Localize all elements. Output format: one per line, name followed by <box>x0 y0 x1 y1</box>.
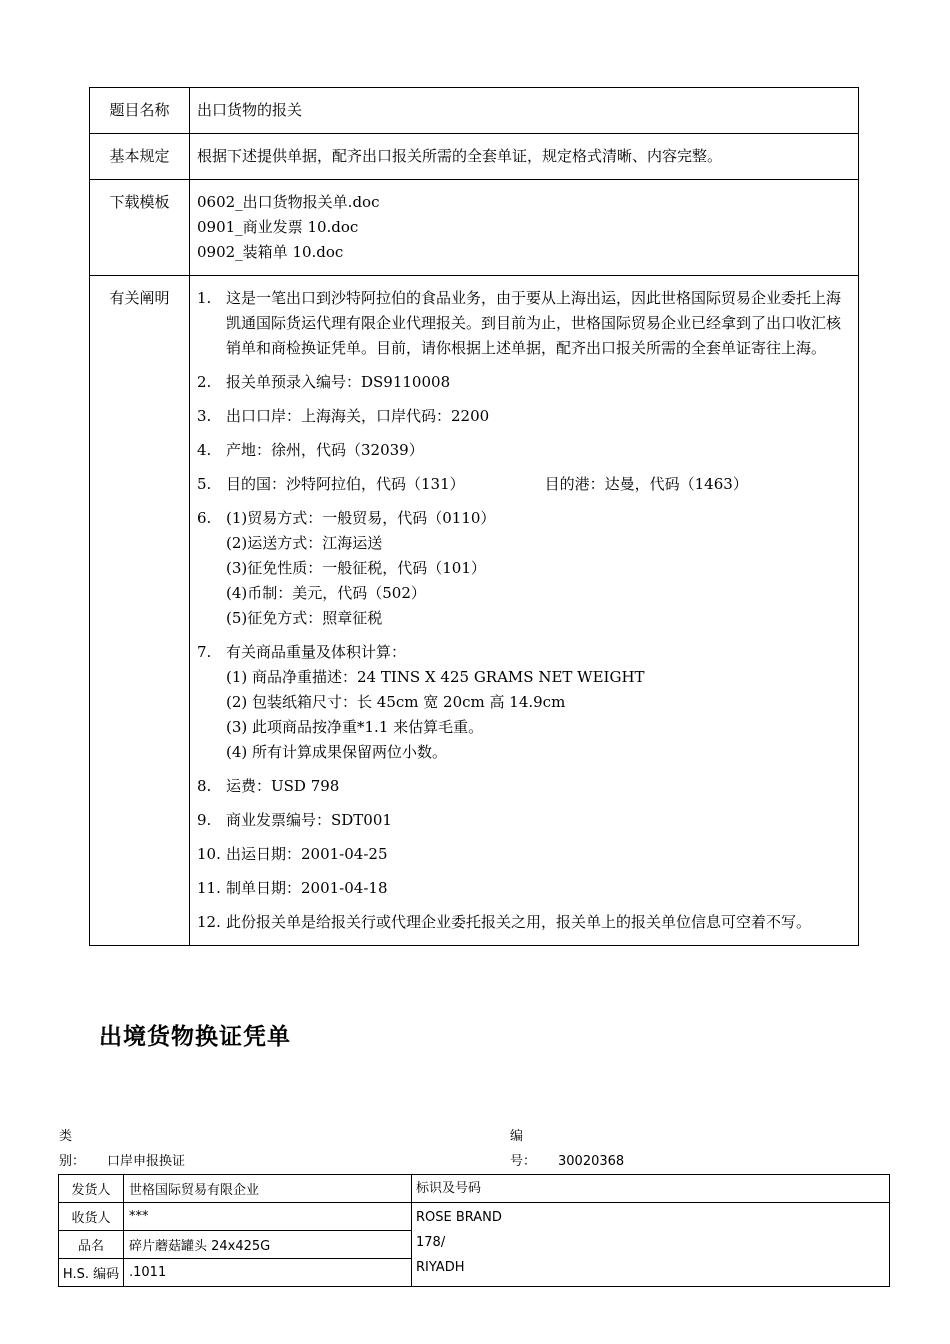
number-label-bottom: 号： <box>510 1154 537 1169</box>
note-sub-line: (1) 商品净重描述：24 TINS X 425 GRAMS NET WEIGHT <box>226 668 645 686</box>
note-sub-line: (1)贸易方式：一般贸易，代码（0110） <box>226 509 496 527</box>
cert-value-consignee: *** <box>124 1203 412 1231</box>
note-item <box>197 472 851 497</box>
note-number: 11. <box>197 879 221 897</box>
note-number: 2. <box>197 373 212 391</box>
task-row-rule <box>90 134 859 180</box>
certificate-number <box>510 1127 624 1172</box>
category-label-bottom: 别： <box>59 1154 86 1169</box>
note-body <box>226 506 851 631</box>
note-number: 8. <box>197 777 212 795</box>
task-row-title <box>90 88 859 134</box>
note-item <box>197 876 851 901</box>
download-file-link[interactable]: 0901_商业发票 10.doc <box>197 218 359 236</box>
note-text: 制单日期：2001-04-18 <box>226 879 388 897</box>
cert-label-goods: 品名 <box>59 1231 124 1259</box>
task-label-download: 下载模板 <box>90 180 190 276</box>
note-number: 7. <box>197 643 212 661</box>
cert-label-consignee: 收货人 <box>59 1203 124 1231</box>
note-body <box>226 640 851 765</box>
cert-label-hscode: H.S. 编码 <box>59 1259 124 1287</box>
certificate-title: 出境货物换证凭单 <box>99 1024 291 1050</box>
note-text: 此份报关单是给报关行或代理企业委托报关之用，报关单上的报关单位信息可空着不写。 <box>226 913 812 931</box>
note-number: 10. <box>197 845 221 863</box>
download-file-link[interactable]: 0602_出口货物报关单.doc <box>197 193 380 211</box>
marks-label: 标识及号码 <box>412 1175 889 1203</box>
task-row-notes <box>90 276 859 946</box>
number-value: 30020368 <box>558 1154 625 1169</box>
task-value-rule: 根据下述提供单据，配齐出口报关所需的全套单证，规定格式清晰、内容完整。 <box>190 134 859 180</box>
task-label-rule: 基本规定 <box>90 134 190 180</box>
note-text: 报关单预录入编号：DS9110008 <box>226 373 451 391</box>
note-sub-line: (3)征免性质：一般征税，代码（101） <box>226 559 486 577</box>
note-item <box>197 404 851 429</box>
note-sub-line: (2) 包装纸箱尺寸：长 45cm 宽 20cm 高 14.9cm <box>226 693 566 711</box>
note-sub-line: 有关商品重量及体积计算： <box>226 643 407 661</box>
marks-line: ROSE BRAND <box>416 1210 502 1225</box>
note-destination-port: 目的港：达曼，代码（1463） <box>544 475 748 493</box>
notes-list <box>197 286 851 935</box>
task-value-title: 出口货物的报关 <box>190 88 859 134</box>
notes-cell <box>190 276 859 946</box>
category-line <box>59 1152 185 1172</box>
task-label-title: 题目名称 <box>90 88 190 134</box>
cert-value-shipper: 世格国际贸易有限企业 <box>124 1175 412 1203</box>
note-number: 5. <box>197 475 212 493</box>
note-text: 出口口岸：上海海关，口岸代码：2200 <box>226 407 490 425</box>
note-item <box>197 808 851 833</box>
note-text: 运费：USD 798 <box>226 777 340 795</box>
note-item <box>197 438 851 463</box>
note-number: 1. <box>197 289 212 307</box>
marks-line: RIYADH <box>416 1260 465 1275</box>
note-number: 4. <box>197 441 212 459</box>
task-row-download <box>90 180 859 276</box>
download-file-link[interactable]: 0902_装箱单 10.doc <box>197 243 344 261</box>
note-item <box>197 286 851 361</box>
category-value: 口岸申报换证 <box>107 1154 186 1169</box>
note-text: 出运日期：2001-04-25 <box>226 845 388 863</box>
note-number: 12. <box>197 913 221 931</box>
category-label-top: 类 <box>59 1129 73 1144</box>
cert-row-shipper <box>59 1175 890 1203</box>
cert-value-hscode: .1011 <box>124 1259 412 1287</box>
note-sub-line: (3) 此项商品按净重*1.1 来估算毛重。 <box>226 718 484 736</box>
note-item <box>197 910 851 935</box>
note-sub-line: (2)运送方式：江海运送 <box>226 534 383 552</box>
note-number: 6. <box>197 509 212 527</box>
note-item <box>197 370 851 395</box>
task-table <box>89 87 859 946</box>
note-destination-country: 目的国：沙特阿拉伯，代码（131） <box>226 475 465 493</box>
cert-label-shipper: 发货人 <box>59 1175 124 1203</box>
cert-value-goods: 碎片蘑菇罐头 24x425G <box>124 1231 412 1259</box>
certificate-category <box>59 1127 185 1172</box>
marks-line: 178/ <box>416 1235 446 1250</box>
note-item <box>197 640 851 765</box>
note-text: 商业发票编号：SDT001 <box>226 811 392 829</box>
note-body <box>226 472 851 497</box>
note-item <box>197 842 851 867</box>
note-item <box>197 506 851 631</box>
task-label-notes: 有关阐明 <box>90 276 190 946</box>
note-item <box>197 774 851 799</box>
note-text: 这是一笔出口到沙特阿拉伯的食品业务，由于要从上海出运，因此世格国际贸易企业委托上海凯通国际货运代理有限企业代理报关。到目前为止，世格国际贸易企业已经拿到了出口收汇核销单和商检换证凭单。目前，请你根据上述单据，配齐出口报关所需的全套单证寄往上海。 <box>226 289 842 357</box>
note-sub-line: (5)征免方式：照章征税 <box>226 609 383 627</box>
note-sub-line: (4)币制：美元，代码（502） <box>226 584 426 602</box>
download-file-list <box>190 180 859 276</box>
number-line <box>510 1152 624 1172</box>
marks-body <box>412 1203 889 1282</box>
note-text: 产地：徐州，代码（32039） <box>226 441 424 459</box>
certificate-table <box>58 1174 890 1287</box>
number-label-top: 编 <box>510 1129 524 1144</box>
marks-cell <box>412 1175 890 1287</box>
note-sub-line: (4) 所有计算成果保留两位小数。 <box>226 743 448 761</box>
note-number: 3. <box>197 407 212 425</box>
note-number: 9. <box>197 811 212 829</box>
